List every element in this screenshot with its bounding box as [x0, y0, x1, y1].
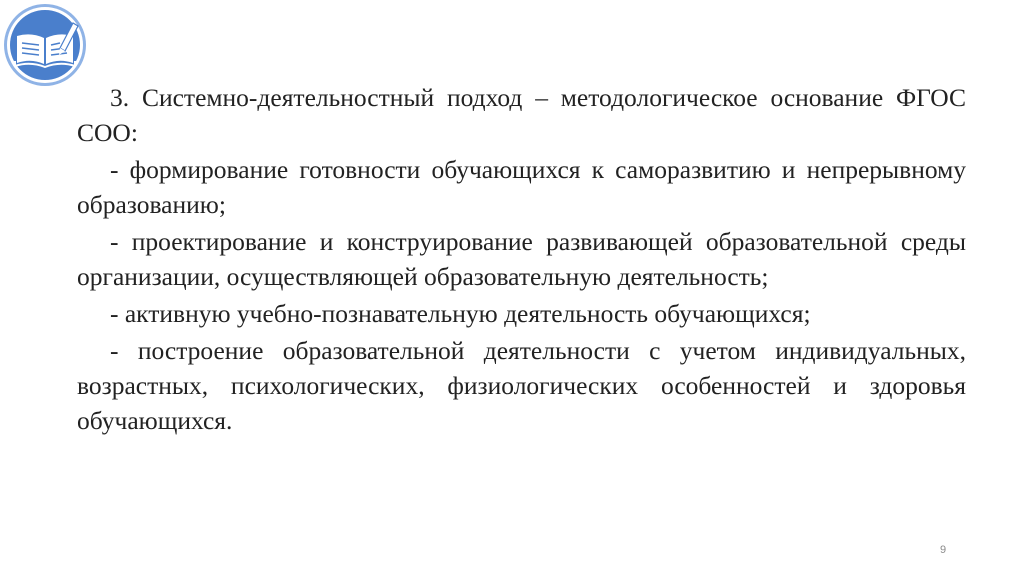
paragraph-heading: 3. Системно-деятельностный подход – методологическое основание ФГОС СОО: [77, 83, 966, 147]
list-item: - активную учебно-познавательную деятельность обучающихся; [110, 299, 811, 328]
list-item: - построение образовательной деятельности с учетом индивидуальных, возрастных, психологических, физиологических особенностей и здоровья обучающихся. [77, 336, 966, 435]
page-number: 9 [940, 544, 947, 556]
slide-body [77, 80, 966, 440]
list-item: - проектирование и конструирование развивающей образовательной среды организации, осуществляющей образовательную деятельность; [77, 227, 966, 291]
book-and-pen-icon [3, 3, 87, 87]
list-item: - формирование готовности обучающихся к саморазвитию и непрерывному образованию; [77, 155, 966, 219]
